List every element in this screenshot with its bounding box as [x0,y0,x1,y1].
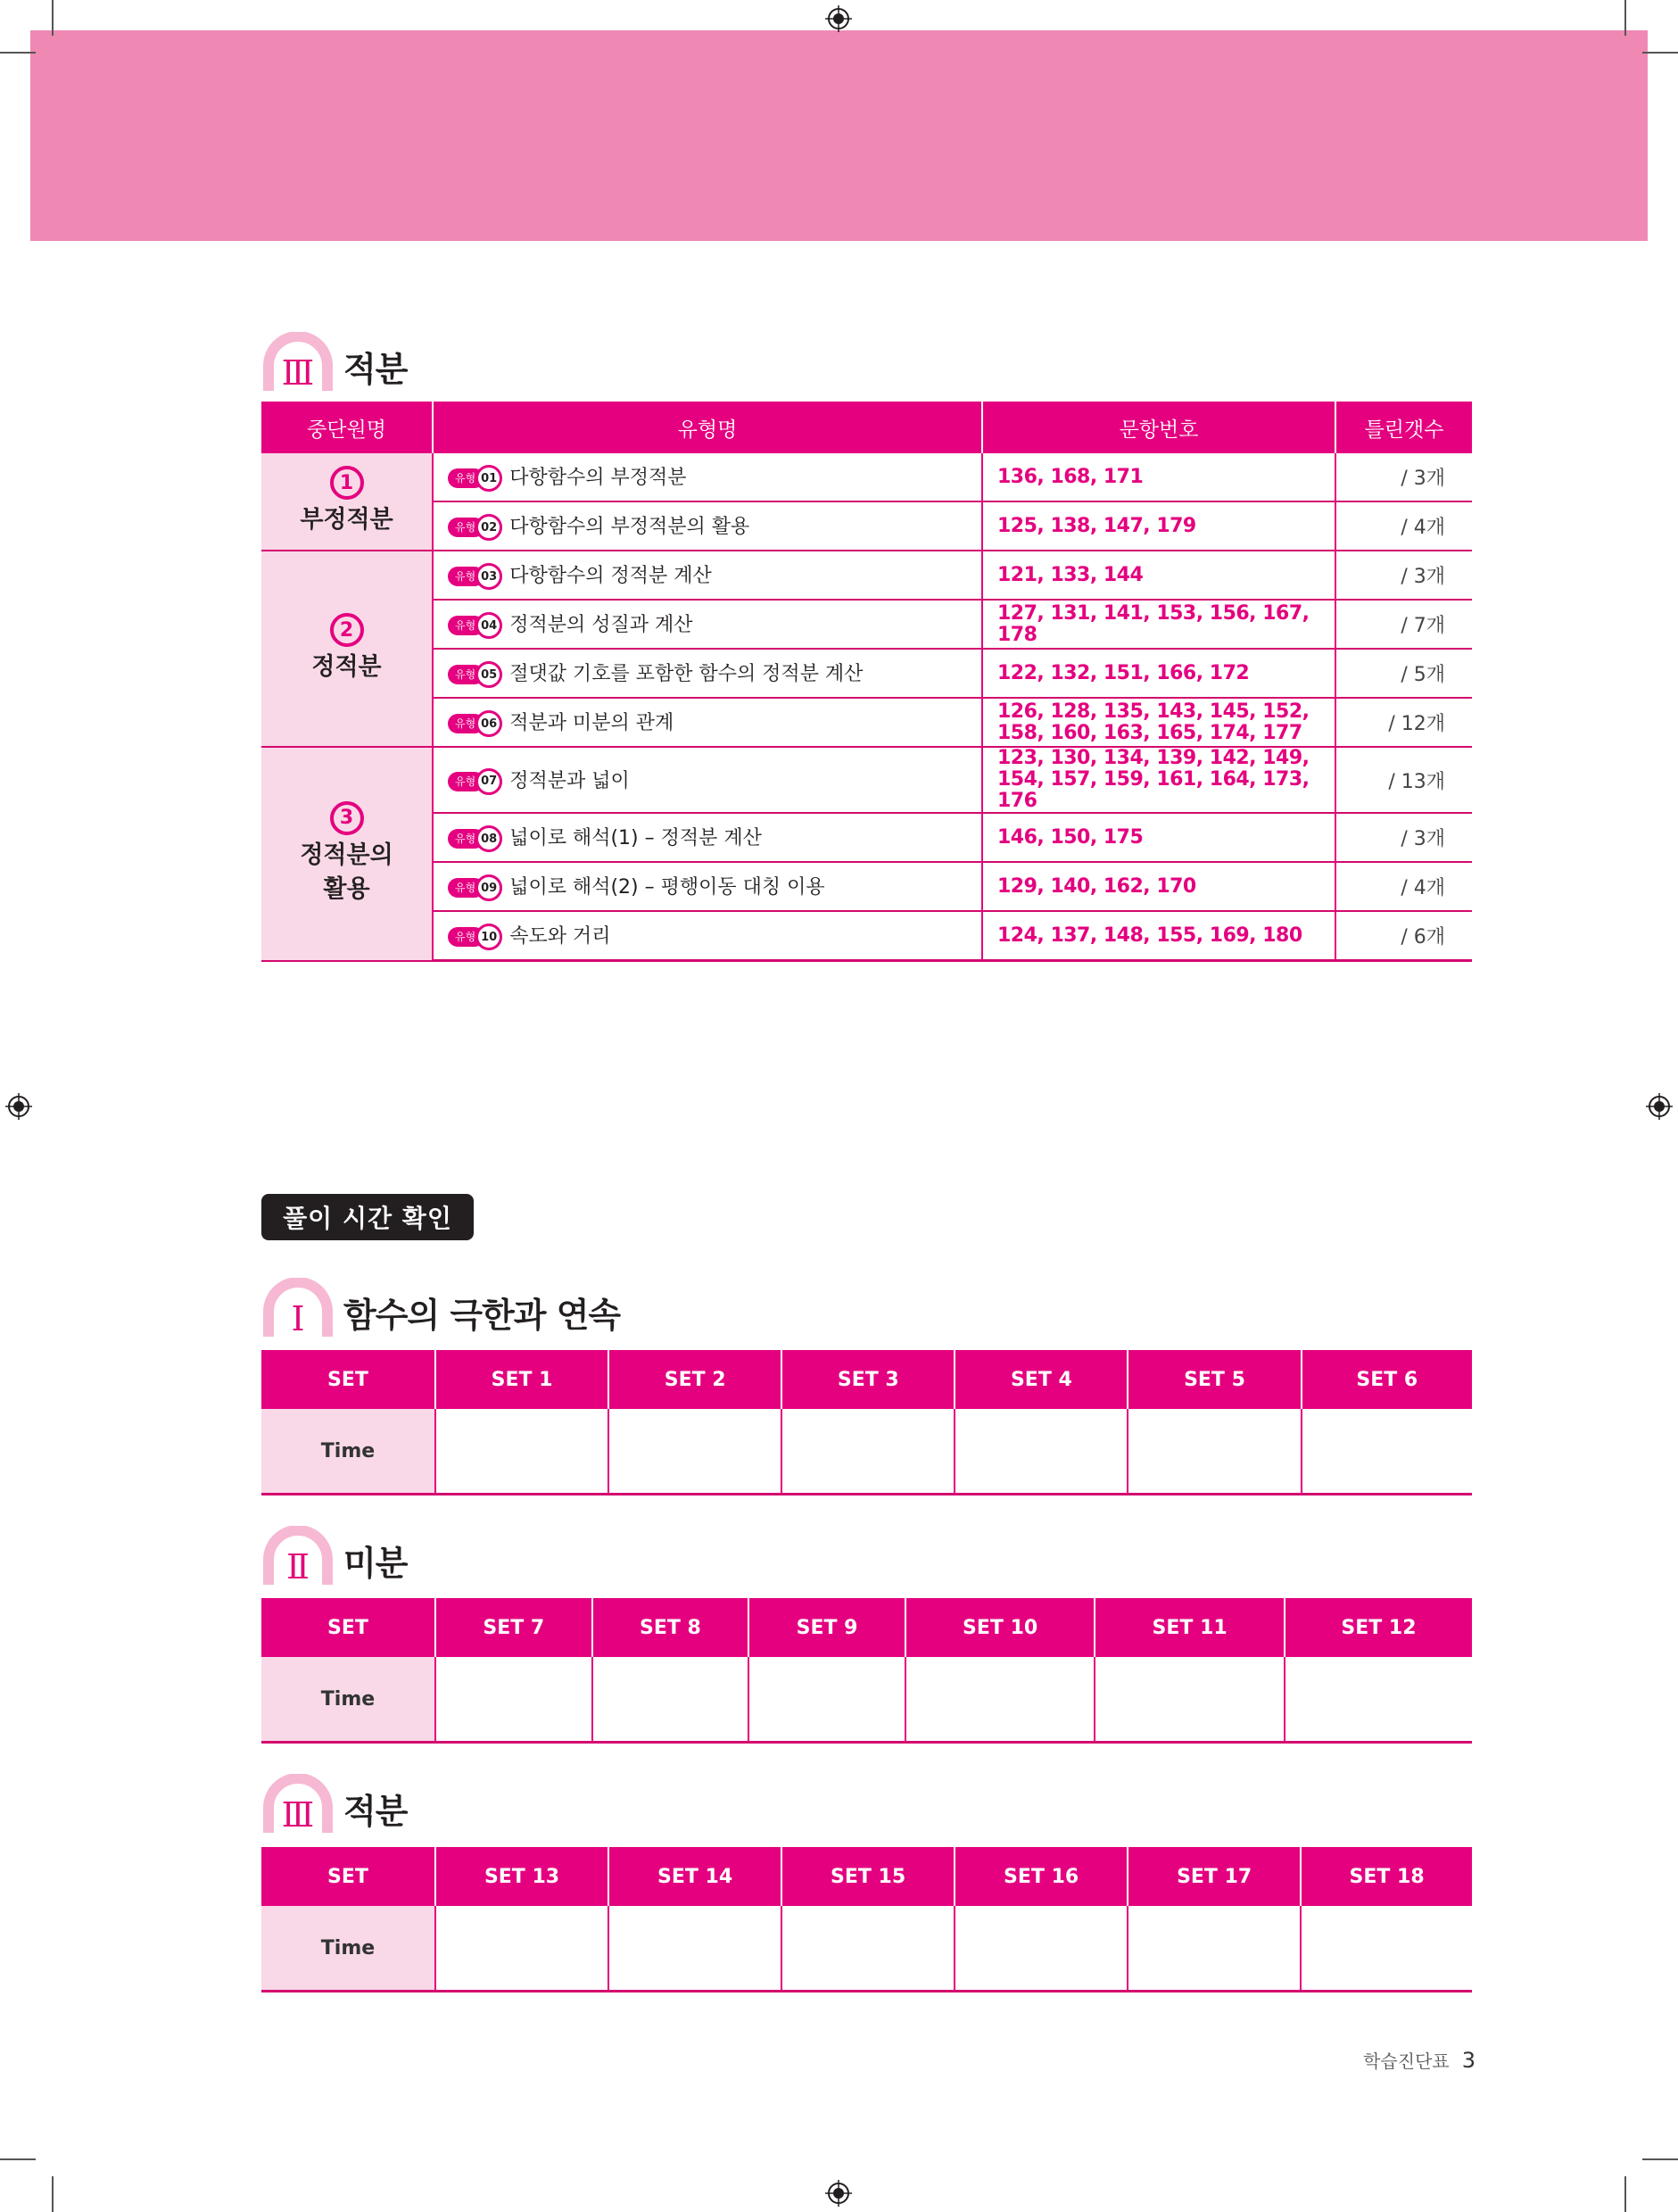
type-badge [448,514,502,541]
wrong-count: / 4개 [1335,501,1472,551]
set-column-header: SET 3 [781,1350,955,1409]
section-title: 적분 [343,350,408,389]
crop-mark [1642,52,1678,54]
crop-mark [1624,2176,1626,2212]
set-column-header: SET 8 [592,1598,749,1657]
category-cell [261,453,433,551]
table-row [261,862,1472,911]
category-cell [261,747,433,961]
type-name: 넓이로 해석(2) – 평행이동 대칭 이용 [509,876,825,899]
type-cell [433,813,982,862]
table-row [261,649,1472,698]
time-table-3 [261,1847,1472,1992]
table-row [261,551,1472,600]
badge-number: 04 [475,612,502,639]
problem-numbers: 146, 150, 175 [982,813,1335,862]
header-cell: 유형명 [433,402,982,453]
time-entry-cell[interactable] [435,1409,608,1495]
type-name: 속도와 거리 [509,925,611,948]
time-table-2 [261,1598,1472,1744]
table-row [261,453,1472,501]
section-title: 적분 [343,1792,408,1831]
section-heading-derivative [261,1526,407,1585]
badge-label: 유형 [448,567,484,586]
time-header-row [261,1847,1472,1906]
time-label: Time [261,1906,435,1992]
type-badge [448,710,502,737]
set-column-header: SET 11 [1095,1598,1285,1657]
set-column-header: SET 5 [1128,1350,1301,1409]
wrong-count: / 12개 [1335,698,1472,747]
problem-numbers: 123, 130, 134, 139, 142, 149, 154, 157, 159, 161, 164, 173, 176 [982,747,1335,813]
time-table-1 [261,1350,1472,1495]
type-cell [433,698,982,747]
footer-label: 학습진단표 [1363,2050,1450,2072]
time-entry-cell[interactable] [608,1906,781,1992]
time-entry-cell[interactable] [592,1657,749,1743]
page-number: 3 [1461,2048,1475,2073]
time-entry-cell[interactable] [781,1906,955,1992]
time-entry-cell[interactable] [955,1409,1128,1495]
problem-numbers: 124, 137, 148, 155, 169, 180 [982,911,1335,961]
table-header-row [261,402,1472,453]
problem-numbers: 126, 128, 135, 143, 145, 152, 158, 160, 163, 165, 174, 177 [982,698,1335,747]
header-banner [30,30,1648,241]
type-badge [448,874,502,901]
registration-mark-icon [825,2180,852,2207]
type-badge [448,768,502,795]
wrong-count: / 4개 [1335,862,1472,911]
category-number: 2 [330,613,364,647]
type-name: 적분과 미분의 관계 [509,712,674,734]
type-cell [433,600,982,649]
type-name: 정적분의 성질과 계산 [509,614,693,636]
page-footer [1363,2047,1475,2073]
badge-number: 10 [475,924,502,950]
diagnosis-table [261,402,1472,962]
badge-number: 02 [475,514,502,541]
set-column-header: SET 4 [955,1350,1128,1409]
category-name: 정적분의 [300,841,393,869]
wrong-count: / 6개 [1335,911,1472,961]
category-name: 부정적분 [300,506,393,534]
category-number: 1 [330,466,364,500]
roman-numeral: Ⅰ [291,1299,305,1338]
time-label: Time [261,1409,435,1495]
set-column-header: SET 1 [435,1350,608,1409]
time-row [261,1657,1472,1743]
crop-mark [52,0,54,36]
badge-label: 유형 [448,772,484,791]
crop-mark [1624,0,1626,36]
wrong-count: / 3개 [1335,551,1472,600]
time-row [261,1409,1472,1495]
set-column-header: SET 16 [955,1847,1128,1906]
badge-label: 유형 [448,714,484,733]
type-badge [448,924,502,950]
set-column-header: SET 12 [1285,1598,1472,1657]
time-header-row [261,1598,1472,1657]
time-entry-cell[interactable] [1302,1409,1472,1495]
set-header: SET [261,1350,435,1409]
header-cell: 중단원명 [261,402,433,453]
set-column-header: SET 18 [1301,1847,1472,1906]
time-entry-cell[interactable] [1128,1906,1301,1992]
badge-number: 06 [475,710,502,737]
set-column-header: SET 17 [1128,1847,1301,1906]
table-row [261,698,1472,747]
table-row [261,911,1472,961]
set-header: SET [261,1847,435,1906]
time-entry-cell[interactable] [1285,1657,1472,1743]
type-cell [433,862,982,911]
problem-numbers: 136, 168, 171 [982,453,1335,501]
time-header-row [261,1350,1472,1409]
crop-mark [52,2176,54,2212]
set-column-header: SET 10 [905,1598,1095,1657]
time-entry-cell[interactable] [781,1409,955,1495]
set-column-header: SET 14 [608,1847,781,1906]
section-title: 함수의 극한과 연속 [343,1296,621,1335]
badge-label: 유형 [448,878,484,898]
type-badge [448,612,502,639]
roman-numeral-badge [261,1774,335,1833]
badge-label: 유형 [448,829,484,849]
time-entry-cell[interactable] [905,1657,1095,1743]
registration-mark-icon [825,5,852,32]
type-cell [433,453,982,501]
category-cell [261,551,433,747]
time-label: Time [261,1657,435,1743]
roman-numeral: Ⅲ [281,353,315,393]
category-name: 활용 [323,874,370,903]
type-name: 다항함수의 부정적분의 활용 [509,516,750,538]
header-cell: 문항번호 [982,402,1335,453]
table-row [261,747,1472,813]
type-name: 다항함수의 정적분 계산 [509,565,712,587]
badge-label: 유형 [448,665,484,684]
type-badge [448,825,502,852]
table-row [261,813,1472,862]
wrong-count: / 3개 [1335,813,1472,862]
table-row [261,501,1472,551]
badge-label: 유형 [448,616,484,635]
type-cell [433,747,982,813]
type-badge [448,465,502,492]
registration-mark-icon [1646,1093,1673,1120]
type-cell [433,501,982,551]
section-heading-integral-time [261,1774,407,1833]
roman-numeral-badge [261,332,335,391]
time-entry-cell[interactable] [1301,1906,1472,1992]
time-row [261,1906,1472,1992]
roman-numeral: Ⅱ [286,1547,310,1587]
wrong-count: / 13개 [1335,747,1472,813]
crop-mark [1642,2158,1678,2160]
set-column-header: SET 13 [435,1847,608,1906]
roman-numeral-badge [261,1526,335,1585]
registration-mark-icon [5,1093,32,1120]
type-name: 넓이로 해석(1) – 정적분 계산 [509,827,762,849]
badge-number: 01 [475,465,502,492]
category-name: 정적분 [311,653,382,681]
type-name: 절댓값 기호를 포함한 함수의 정적분 계산 [509,663,864,685]
set-column-header: SET 9 [748,1598,905,1657]
badge-number: 07 [475,768,502,795]
set-column-header: SET 2 [608,1350,781,1409]
set-header: SET [261,1598,435,1657]
problem-numbers: 127, 131, 141, 153, 156, 167, 178 [982,600,1335,649]
section-heading-limits [261,1278,620,1337]
badge-number: 08 [475,825,502,852]
time-entry-cell[interactable] [435,1657,592,1743]
set-column-header: SET 7 [435,1598,592,1657]
crop-mark [0,52,36,54]
set-column-header: SET 15 [781,1847,955,1906]
section-heading-integral [261,332,407,391]
badge-number: 09 [475,874,502,901]
time-entry-cell[interactable] [435,1906,608,1992]
badge-label: 유형 [448,927,484,947]
problem-numbers: 129, 140, 162, 170 [982,862,1335,911]
header-cell: 틀린갯수 [1335,402,1472,453]
problem-numbers: 122, 132, 151, 166, 172 [982,649,1335,698]
badge-number: 03 [475,563,502,590]
wrong-count: / 7개 [1335,600,1472,649]
set-column-header: SET 6 [1302,1350,1472,1409]
type-badge [448,563,502,590]
roman-numeral-badge [261,1278,335,1337]
type-cell [433,911,982,961]
crop-mark [0,2158,36,2160]
time-entry-cell[interactable] [608,1409,781,1495]
section-title: 미분 [343,1544,408,1583]
time-entry-cell[interactable] [1095,1657,1285,1743]
time-entry-cell[interactable] [1128,1409,1301,1495]
time-entry-cell[interactable] [955,1906,1128,1992]
problem-numbers: 125, 138, 147, 179 [982,501,1335,551]
type-cell [433,551,982,600]
badge-number: 05 [475,661,502,688]
type-badge [448,661,502,688]
problem-numbers: 121, 133, 144 [982,551,1335,600]
type-name: 정적분과 넓이 [509,769,630,792]
badge-label: 유형 [448,518,484,537]
time-check-tag: 풀이 시간 확인 [261,1194,474,1240]
time-entry-cell[interactable] [748,1657,905,1743]
wrong-count: / 5개 [1335,649,1472,698]
table-row [261,600,1472,649]
badge-label: 유형 [448,468,484,488]
category-number: 3 [330,801,364,835]
wrong-count: / 3개 [1335,453,1472,501]
type-name: 다항함수의 부정적분 [509,467,687,489]
roman-numeral: Ⅲ [281,1795,315,1835]
type-cell [433,649,982,698]
